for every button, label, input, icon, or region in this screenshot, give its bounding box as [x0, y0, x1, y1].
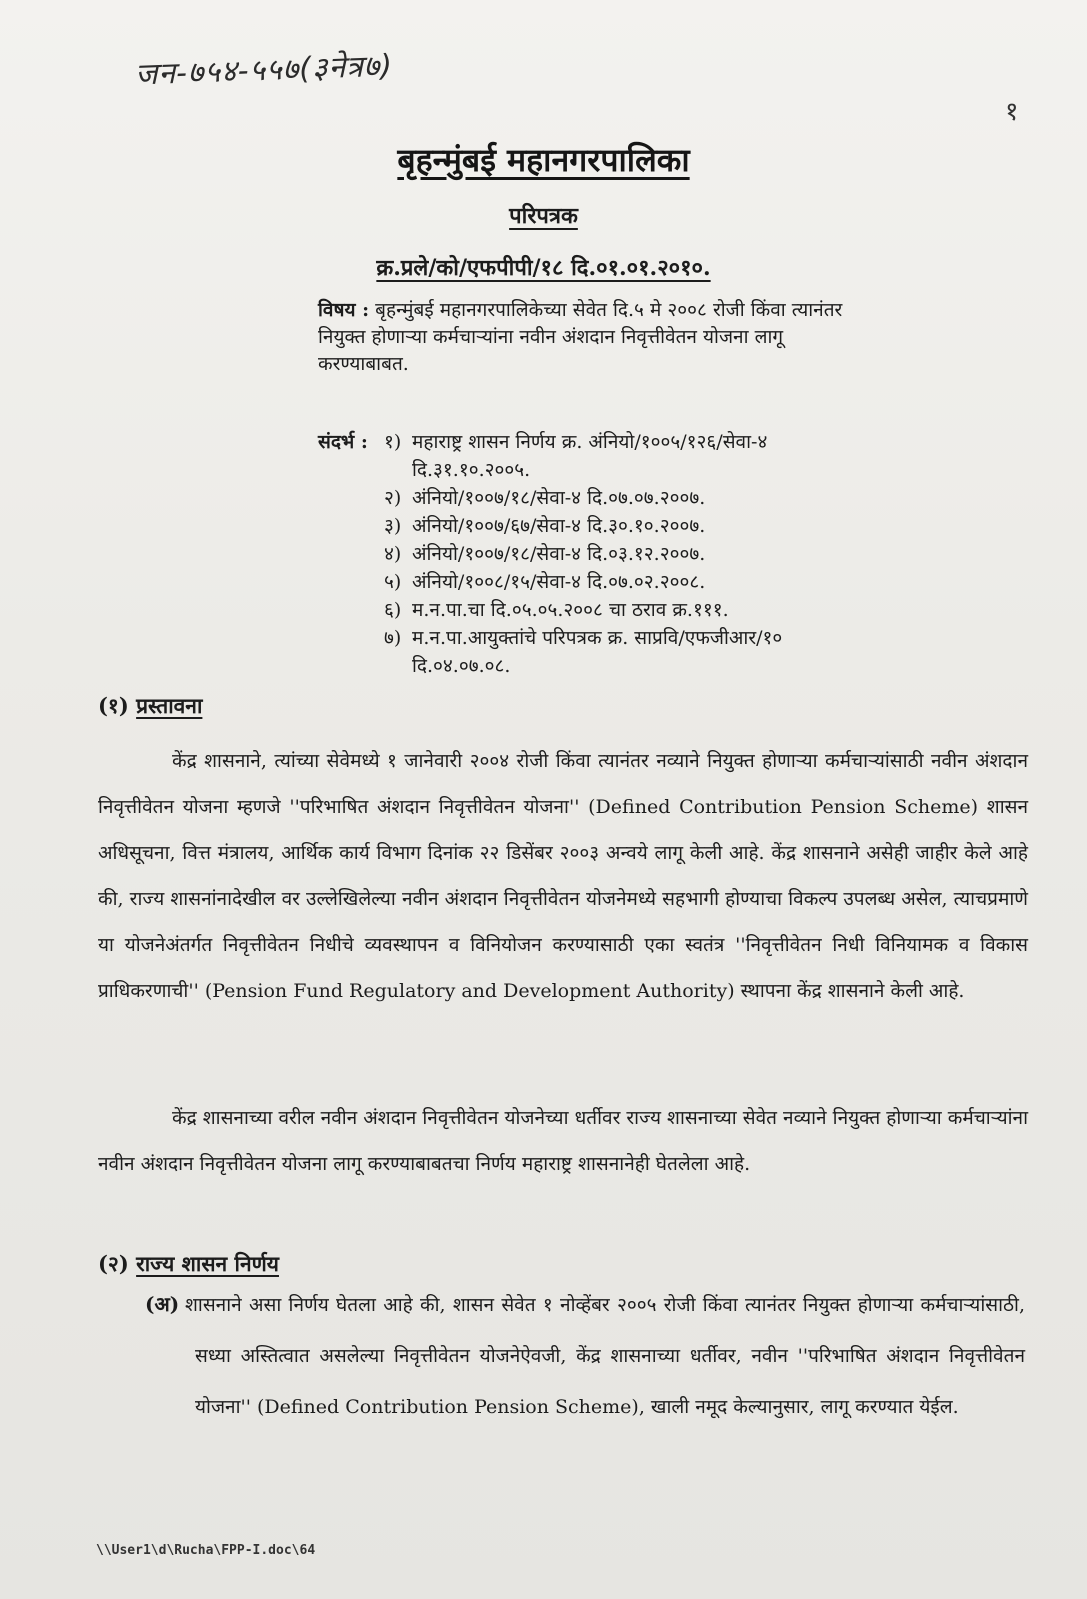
reference-text: अंनियो/१००७/१८/सेवा-४ दि.०३.१२.२००७. — [412, 543, 706, 565]
reference-text: अंनियो/१००७/१८/सेवा-४ दि.०७.०७.२००७. — [412, 487, 706, 509]
section-2-heading — [98, 1250, 279, 1278]
section-1-title: प्रस्तावना — [136, 693, 203, 718]
reference-continuation: दि.३१.१०.२००५. — [412, 459, 531, 481]
reference-num: १) — [384, 431, 402, 453]
section-1-paragraph-1: केंद्र शासनाने, त्यांच्या सेवेमध्ये १ जानेवारी २००४ रोजी किंवा त्यानंतर नव्याने नियुक्त होणाऱ्या कर्मचाऱ्यांसाठी नवीन अंशदान निवृत्तीवेतन योजना म्हणजे ''परिभाषित अंशदान निवृत्तीवेतन योजना'' (Defined Contribution Pension Scheme) शासन अधिसूचना, वित्त मंत्रालय, आर्थिक कार्य विभाग दिनांक २२ डिसेंबर २००३ अन्वये लागू केली आहे. केंद्र शासनाने असेही जाहीर केले आहे की, राज्य शासनांनादेखील वर उल्लेखिलेल्या नवीन अंशदान निवृत्तीवेतन योजनेमध्ये सहभागी होण्याचा विकल्प उपलब्ध असेल, त्याचप्रमाणे या योजनेअंतर्गत निवृत्तीवेतन निधीचे व्यवस्थापन व विनियोजन करण्यासाठी एका स्वतंत्र ''निवृत्तीवेतन निधी विनियामक व विकास प्राधिकरणाची'' (Pension Fund Regulatory and Development Authority) स्थापना केंद्र शासनाने केली आहे. — [98, 750, 1028, 1002]
reference-item — [384, 428, 878, 484]
document-title: बृहन्मुंबई महानगरपालिका — [397, 141, 690, 179]
reference-item — [384, 540, 878, 568]
section-1-paragraph-2: केंद्र शासनाच्या वरील नवीन अंशदान निवृत्तीवेतन योजनेच्या धर्तीवर राज्य शासनाच्या सेवेत नव्याने नियुक्त होणाऱ्या कर्मचाऱ्यांना नवीन अंशदान निवृत्तीवेतन योजना लागू करण्याबाबतचा निर्णय महाराष्ट्र शासनानेही घेतलेला आहे. — [98, 1107, 1028, 1175]
handwritten-note: जन-७५४-५५७(३नेत्र७) — [134, 48, 394, 93]
subject-text: बृहन्मुंबई महानगरपालिकेच्या सेवेत दि.५ मे २००८ रोजी किंवा त्यानंतर नियुक्त होणाऱ्या कर्मचाऱ्यांना नवीन अंशदान निवृत्तीवेतन योजना लागू करण्याबाबत. — [318, 299, 843, 375]
reference-text: अंनियो/१००७/६७/सेवा-४ दि.३०.१०.२००७. — [412, 515, 706, 537]
subject-label: विषय : — [318, 299, 370, 321]
subject-block — [318, 297, 878, 378]
page-number: १ — [1005, 97, 1019, 127]
footer-file-path: \\User1\d\Rucha\FPP-I.doc\64 — [96, 1543, 316, 1558]
reference-num: ३) — [384, 515, 402, 537]
reference-text: म.न.पा.चा दि.०५.०५.२००८ चा ठराव क्र.१११. — [412, 599, 729, 621]
reference-num: ६) — [384, 599, 402, 621]
section-1-number: (१) — [98, 693, 129, 718]
references-block — [318, 428, 878, 680]
section-2-number: (२) — [98, 1251, 129, 1276]
document-subtitle: परिपत्रक — [509, 203, 578, 229]
reference-num: ७) — [384, 627, 402, 649]
reference-item — [384, 568, 878, 596]
reference-text: अंनियो/१००८/१५/सेवा-४ दि.०७.०२.२००८. — [412, 571, 706, 593]
reference-num: २) — [384, 487, 402, 509]
references-list — [318, 428, 878, 680]
reference-item — [384, 624, 878, 680]
section-2-title: राज्य शासन निर्णय — [136, 1251, 279, 1276]
reference-item — [384, 596, 878, 624]
reference-num: ४) — [384, 543, 402, 565]
reference-number: क्र.प्रले/को/एफपीपी/१८ दि.०१.०१.२०१०. — [376, 255, 711, 281]
section-2a-paragraph: शासनाने असा निर्णय घेतला आहे की, शासन सेवेत १ नोव्हेंबर २००५ रोजी किंवा त्यानंतर नियुक्त होणाऱ्या कर्मचाऱ्यांसाठी, सध्या अस्तित्वात असलेल्या निवृत्तीवेतन योजनेऐवजी, केंद्र शासनाच्या धर्तीवर, नवीन ''परिभाषित अंशदान निवृत्तीवेतन योजना'' (Defined Contribution Pension Scheme), खाली नमूद केल्यानुसार, लागू करण्यात येईल. — [185, 1294, 1025, 1418]
reference-continuation: दि.०४.०७.०८. — [412, 655, 511, 677]
section-2a-marker: (अ) — [145, 1292, 180, 1316]
reference-text: म.न.पा.आयुक्तांचे परिपत्रक क्र. साप्रवि/एफजीआर/१० — [412, 627, 783, 649]
reference-item — [384, 484, 878, 512]
reference-num: ५) — [384, 571, 402, 593]
reference-item — [384, 512, 878, 540]
references-label: संदर्भ : — [318, 431, 368, 453]
section-1-heading — [98, 692, 202, 720]
reference-text: महाराष्ट्र शासन निर्णय क्र. अंनियो/१००५/१२६/सेवा-४ — [412, 431, 768, 453]
